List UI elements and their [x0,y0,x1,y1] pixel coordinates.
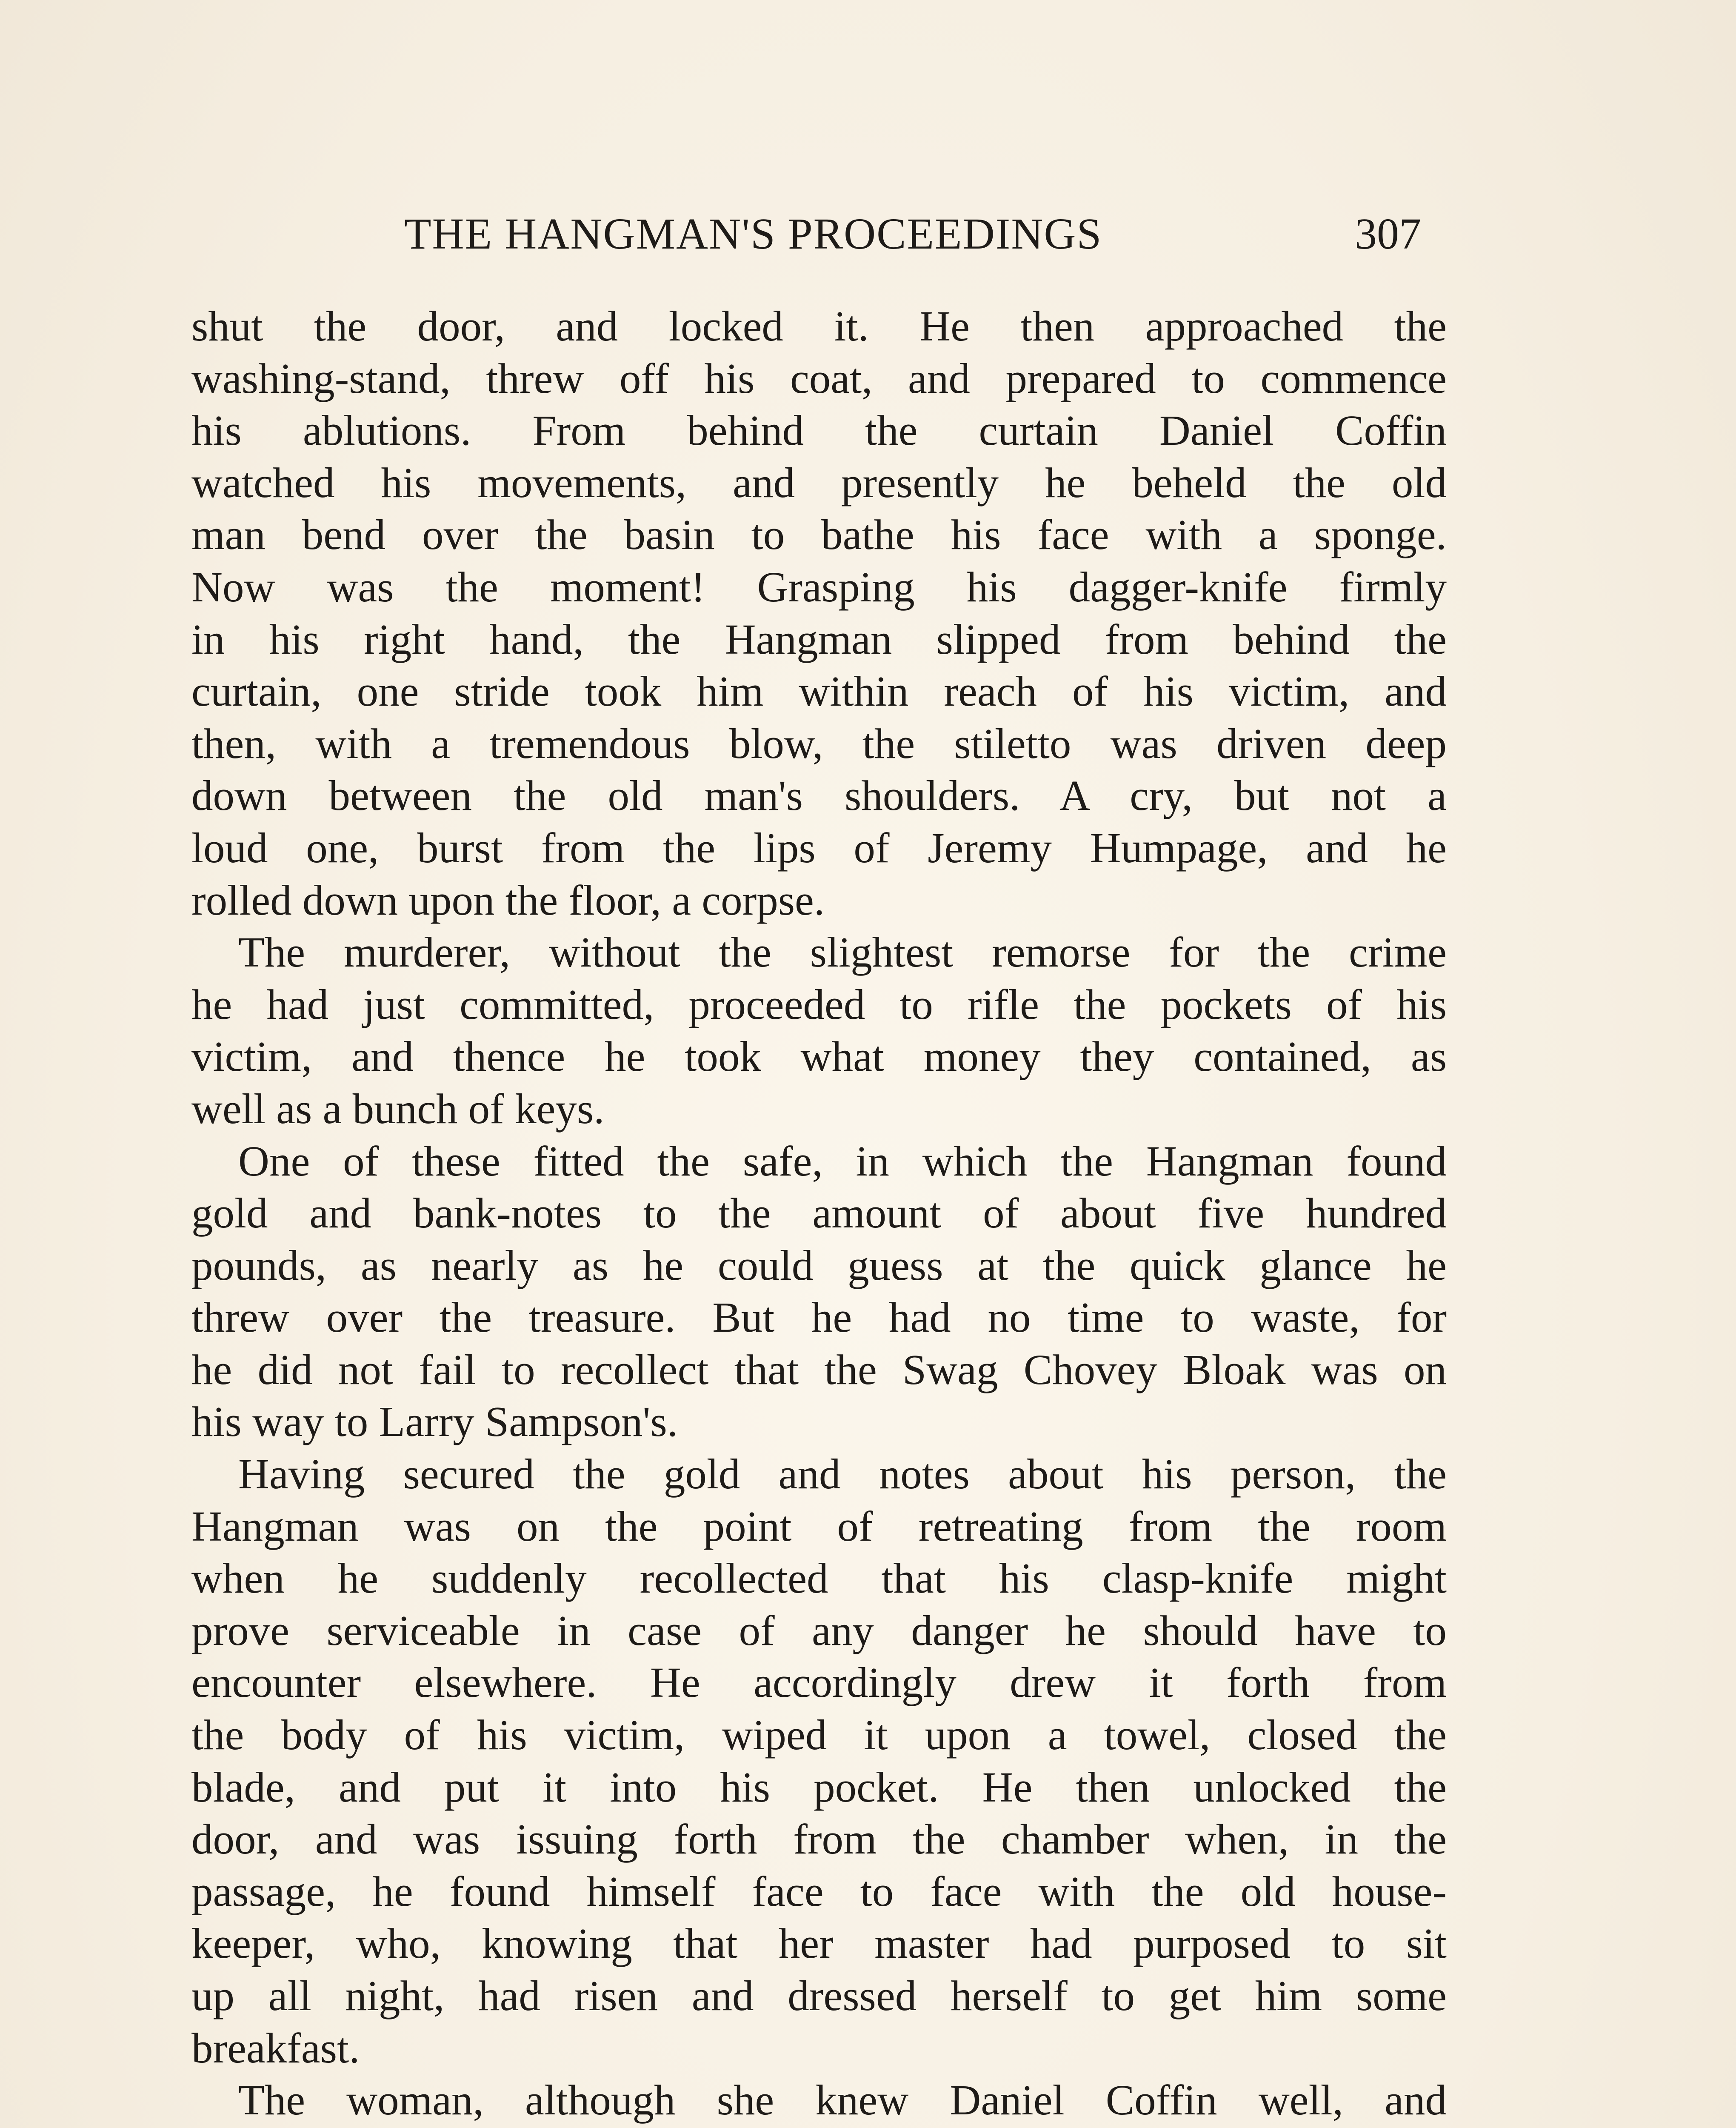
text-line: he had just committed, proceeded to rifle the pockets of his [191,980,1447,1028]
text-line: encounter elsewhere. He accordingly drew it forth from [191,1659,1447,1707]
text-line: rolled down upon the floor, a corpse. [191,876,825,924]
text-line: well as a bunch of keys. [191,1084,605,1133]
text-line: loud one, burst from the lips of Jeremy Humpage, and he [191,824,1447,872]
text-line: he did not fail to recollect that the Swag Chovey Bloak was on [191,1345,1447,1393]
text-line: The woman, although she knew Daniel Coffin well, and [238,2076,1447,2124]
text-line: The murderer, without the slightest remorse for the crime [238,928,1447,976]
page-header [191,204,1447,264]
text-line: man bend over the basin to bathe his face with a sponge. [191,511,1447,559]
text-line: when he suddenly recollected that his clasp-knife might [191,1554,1447,1602]
text-line: his ablutions. From behind the curtain Daniel Coffin [191,406,1447,455]
text-line: the body of his victim, wiped it upon a towel, closed the [191,1711,1447,1759]
text-line: passage, he found himself face to face with the old house- [191,1867,1447,1915]
text-line: threw over the treasure. But he had no time to waste, for [191,1293,1447,1341]
text-line: his way to Larry Sampson's. [191,1398,678,1446]
text-line: victim, and thence he took what money they contained, as [191,1033,1447,1081]
text-line: watched his movements, and presently he beheld the old [191,458,1447,506]
text-line: up all night, had risen and dressed herself to get him some [191,1972,1447,2019]
page-number: 307 [1355,209,1421,258]
text-line [191,2126,1447,2128]
text-line: breakfast. [191,2024,360,2072]
text-line: One of these fitted the safe, in which the Hangman found [238,1137,1447,1185]
text-line: curtain, one stride took him within reach of his victim, and [191,667,1447,715]
text-line: gold and bank-notes to the amount of about five hundred [191,1189,1447,1237]
text-line: door, and was issuing forth from the chamber when, in the [191,1815,1447,1863]
text-line: prove serviceable in case of any danger he should have to [191,1606,1447,1654]
text-line: washing-stand, threw off his coat, and prepared to commence [191,354,1447,402]
body-text [191,300,1447,2128]
text-line: pounds, as nearly as he could guess at the quick glance he [191,1241,1447,1289]
text-line: Hangman was on the point of retreating from the room [191,1502,1447,1550]
text-line: blade, and put it into his pocket. He then unlocked the [191,1763,1447,1811]
text-line: then, with a tremendous blow, the stiletto was driven deep [191,719,1447,767]
running-head: THE HANGMAN'S PROCEEDINGS [404,209,1102,258]
text-line: keeper, who, knowing that her master had purposed to sit [191,1919,1447,1968]
text-line: Having secured the gold and notes about his person, the [238,1450,1447,1498]
text-line: in his right hand, the Hangman slipped from behind the [191,615,1447,663]
text-line: Now was the moment! Grasping his dagger-knife firmly [191,563,1447,611]
text-line: down between the old man's shoulders. A cry, but not a [191,772,1447,820]
text-line: shut the door, and locked it. He then approached the [191,302,1447,350]
